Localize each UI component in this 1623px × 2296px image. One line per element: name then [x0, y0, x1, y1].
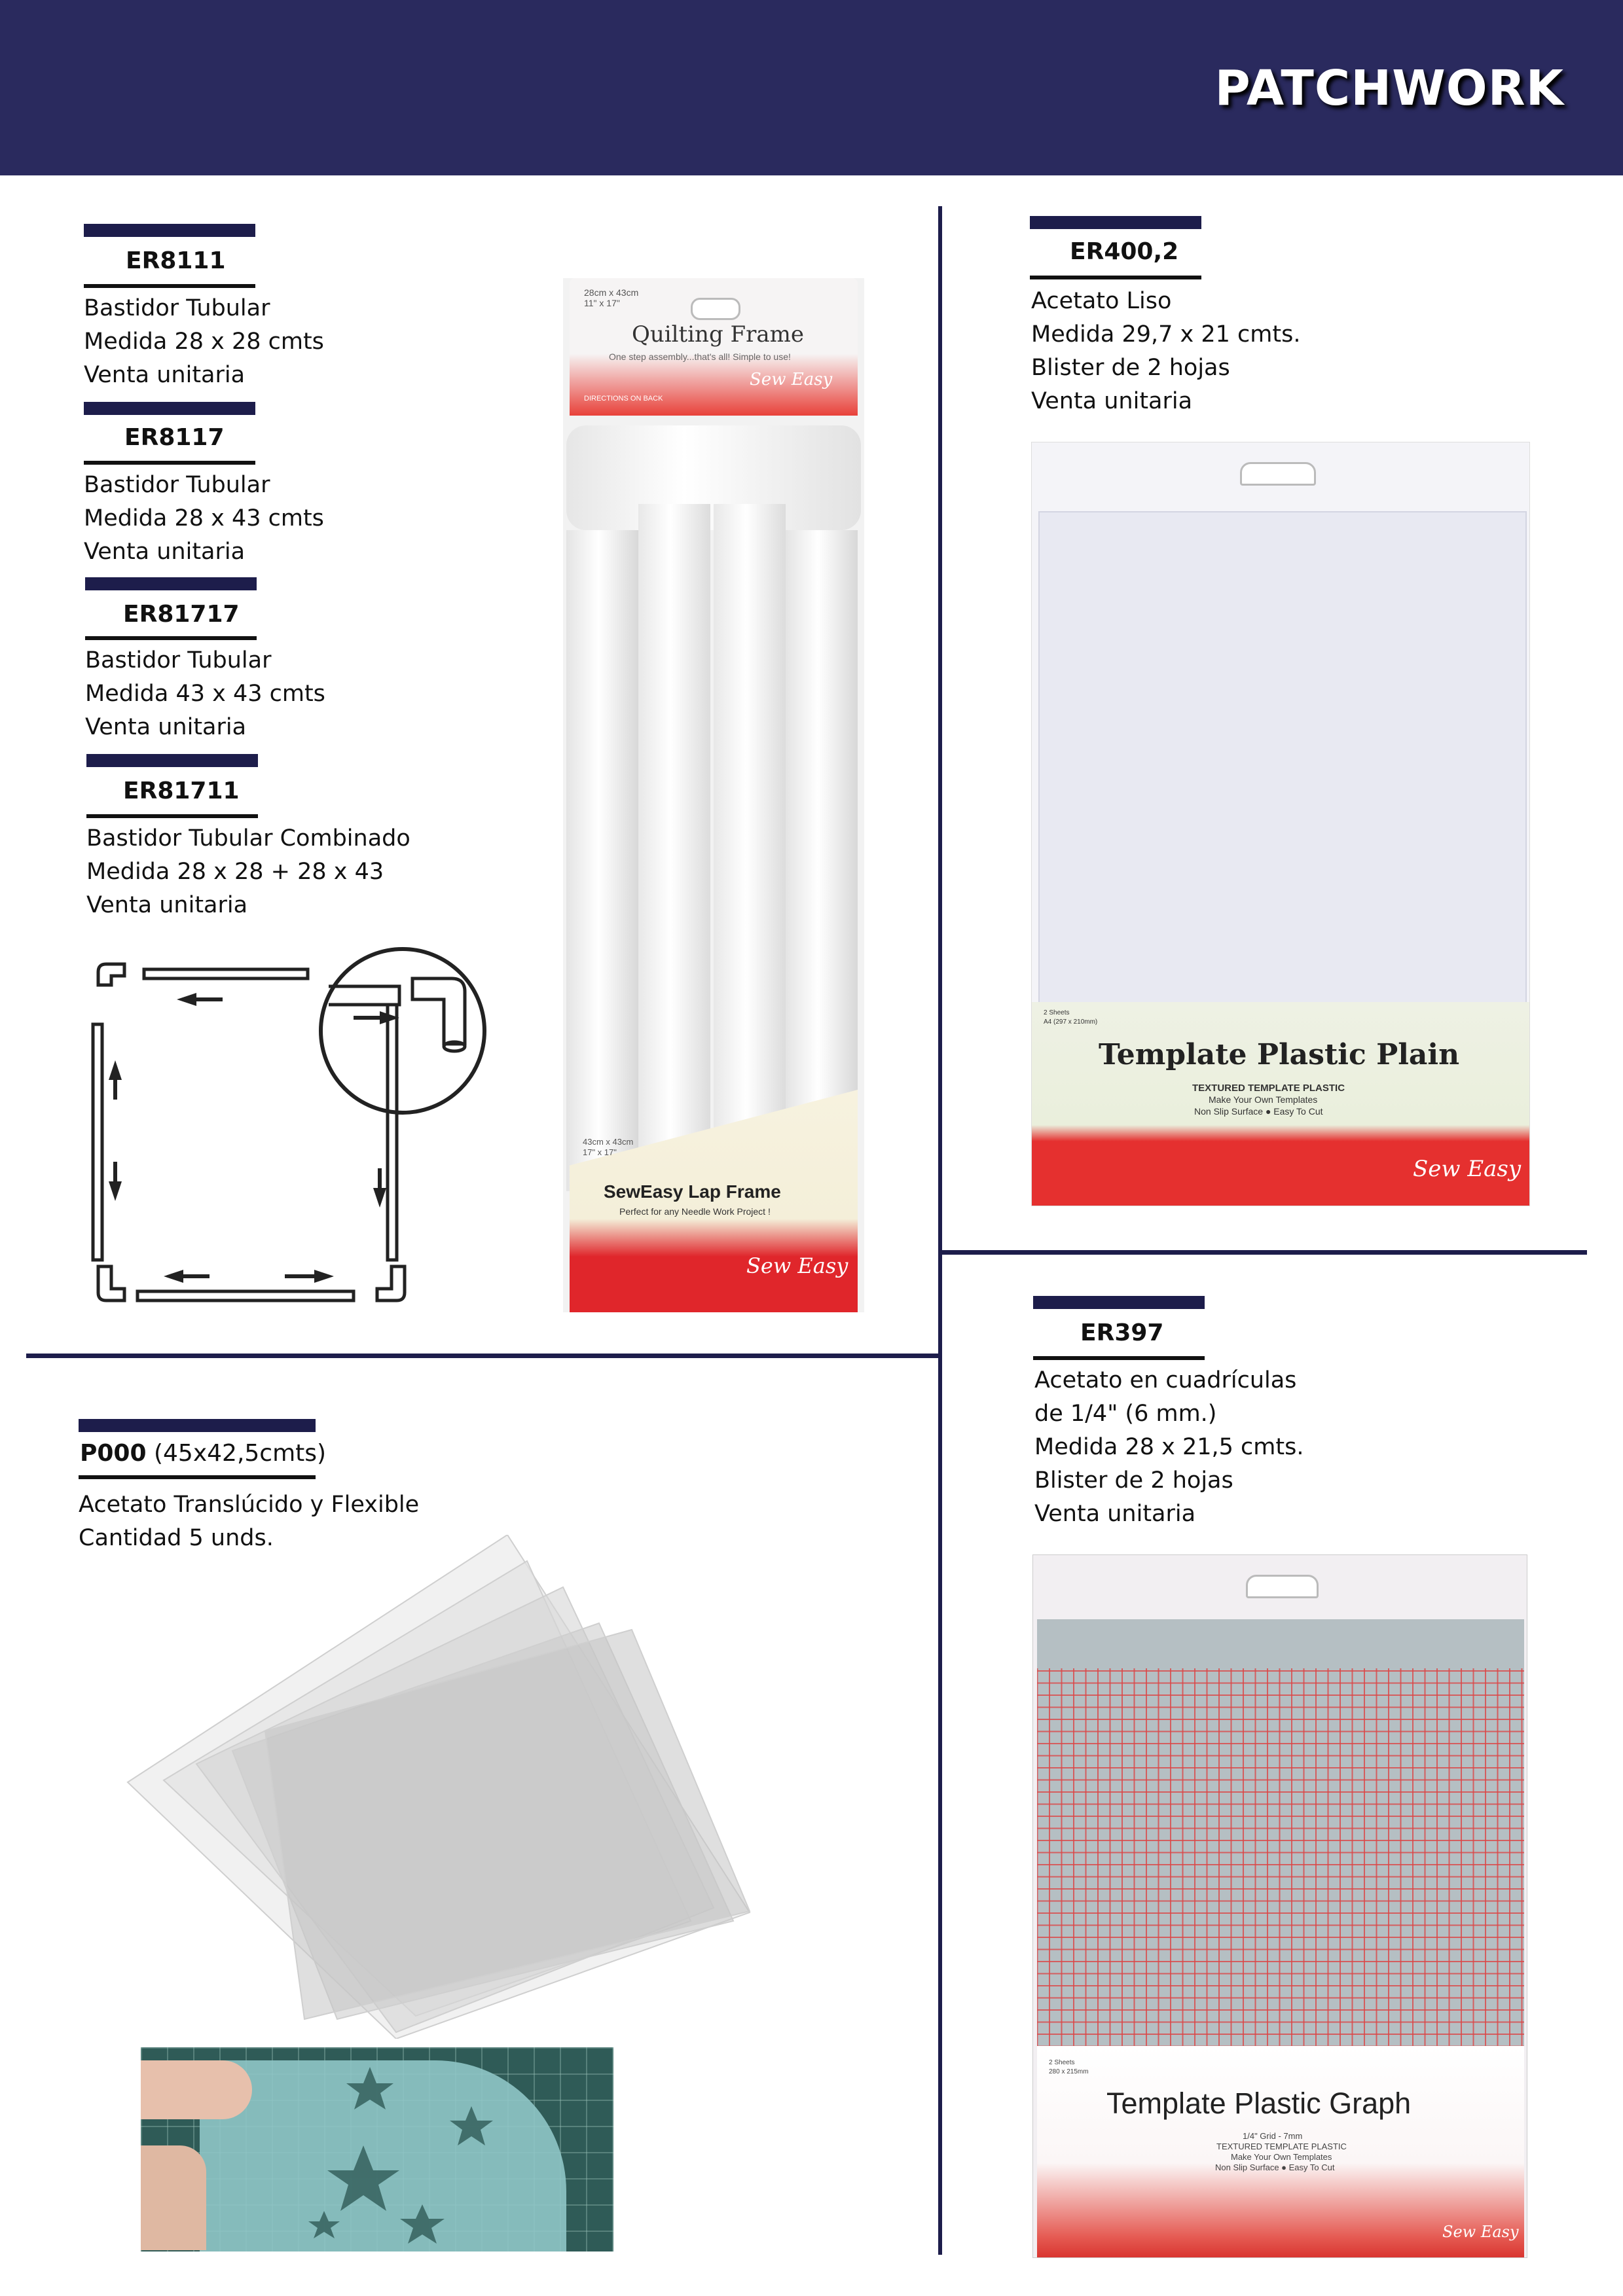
- package-line3: Non Slip Surface ● Easy To Cut: [1215, 2162, 1335, 2172]
- desc-line: Cantidad 5 unds.: [79, 1525, 274, 1551]
- brand-logo: Sew Easy: [746, 1253, 848, 1278]
- product-code-er4002: ER400,2: [1070, 238, 1179, 265]
- translucent-sheets-image: [121, 1535, 763, 2039]
- template-plastic-plain-image: [1031, 442, 1530, 1206]
- desc-line: Venta unitaria: [86, 892, 248, 918]
- code-underline: [84, 284, 255, 288]
- package-directions: DIRECTIONS ON BACK: [584, 395, 663, 403]
- code-underline: [1033, 1356, 1205, 1360]
- desc-line: Bastidor Tubular: [84, 295, 270, 321]
- frame-assembly-diagram: [85, 913, 498, 1316]
- product-desc-er397: [1034, 1364, 1304, 1531]
- product-code-er81717: ER81717: [123, 601, 240, 628]
- product-desc-er81711: [86, 822, 410, 922]
- desc-line: Venta unitaria: [1031, 388, 1193, 414]
- product-code-er8117: ER8117: [124, 424, 225, 451]
- package-size: A4 (297 x 210mm): [1044, 1018, 1098, 1026]
- desc-line: Venta unitaria: [85, 714, 247, 740]
- divider-right-horizontal: [942, 1250, 1587, 1255]
- hang-hole-icon: [1240, 462, 1316, 486]
- product-desc-er4002: [1031, 285, 1300, 418]
- package-subtitle: One step assembly...that's all! Simple to use!: [609, 351, 791, 362]
- desc-line: Venta unitaria: [84, 362, 246, 388]
- quilting-frame-package-image: [563, 278, 864, 1312]
- desc-line: Bastidor Tubular: [84, 472, 270, 498]
- package-bottom-subtitle: Perfect for any Needle Work Project !: [619, 1206, 771, 1217]
- star-cutout-icon: [141, 2047, 613, 2251]
- desc-line: Medida 28 x 43 cmts: [84, 505, 324, 531]
- package-title: Template Plastic Graph: [1106, 2087, 1412, 2120]
- code-underline: [86, 814, 258, 818]
- desc-line: Acetato Liso: [1031, 288, 1172, 314]
- desc-line: Blister de 2 hojas: [1031, 355, 1230, 381]
- code-underline: [79, 1475, 316, 1479]
- code-underline: [1030, 276, 1201, 279]
- desc-line: Acetato en cuadrículas: [1034, 1367, 1297, 1393]
- package-title: Template Plastic Plain: [1099, 1038, 1460, 1071]
- product-size: (45x42,5cmts): [153, 1440, 327, 1467]
- desc-line: Acetato Translúcido y Flexible: [79, 1492, 420, 1518]
- package-line0: 1/4" Grid - 7mm: [1243, 2131, 1303, 2141]
- desc-line: Bastidor Tubular Combinado: [86, 825, 410, 852]
- product-code-p000: [80, 1440, 326, 1467]
- package-line1: TEXTURED TEMPLATE PLASTIC: [1192, 1083, 1345, 1094]
- package-size-bottom-in: 17" x 17": [583, 1147, 617, 1157]
- desc-line: Venta unitaria: [1034, 1501, 1196, 1527]
- desc-line: Blister de 2 hojas: [1034, 1467, 1233, 1494]
- code-bar: [86, 754, 258, 767]
- package-size: 280 x 215mm: [1049, 2068, 1089, 2075]
- code-underline: [85, 636, 257, 640]
- package-title: Quilting Frame: [632, 321, 805, 348]
- package-line1: TEXTURED TEMPLATE PLASTIC: [1216, 2142, 1347, 2151]
- code-bar: [84, 224, 255, 237]
- hang-hole-icon: [691, 298, 740, 320]
- code-bar: [1033, 1296, 1205, 1309]
- brand-logo: Sew Easy: [1442, 2223, 1519, 2241]
- package-bottom-title: SewEasy Lap Frame: [604, 1181, 781, 1202]
- package-line2: Make Your Own Templates: [1209, 1094, 1318, 1105]
- divider-vertical: [938, 206, 942, 2255]
- desc-line: Medida 28 x 21,5 cmts.: [1034, 1434, 1304, 1460]
- package-line2: Make Your Own Templates: [1231, 2152, 1332, 2162]
- code-underline: [84, 461, 255, 465]
- code-bar: [85, 577, 257, 590]
- template-plastic-graph-image: [1032, 1554, 1527, 2258]
- package-sheets: 2 Sheets: [1044, 1009, 1070, 1016]
- divider-left-horizontal: [26, 1354, 942, 1358]
- desc-line: Venta unitaria: [84, 539, 246, 565]
- desc-line: Bastidor Tubular: [85, 647, 272, 673]
- package-size-bottom: 43cm x 43cm: [583, 1137, 634, 1147]
- desc-line: Medida 28 x 28 cmts: [84, 329, 324, 355]
- product-desc-er8117: [84, 469, 324, 569]
- brand-logo: Sew Easy: [1413, 1156, 1522, 1182]
- code-bar: [79, 1419, 316, 1432]
- package-line3: Non Slip Surface ● Easy To Cut: [1194, 1106, 1323, 1117]
- code-bar: [1030, 216, 1201, 229]
- product-code-er8111: ER8111: [126, 247, 226, 274]
- product-code: P000: [80, 1440, 147, 1467]
- product-code-er397: ER397: [1080, 1319, 1164, 1346]
- product-code-er81711: ER81711: [123, 778, 240, 804]
- product-desc-er8111: [84, 292, 324, 392]
- desc-line: de 1/4" (6 mm.): [1034, 1401, 1217, 1427]
- desc-line: Medida 29,7 x 21 cmts.: [1031, 321, 1301, 348]
- hang-hole-icon: [1246, 1575, 1319, 1598]
- package-size-top-in: 11" x 17": [584, 298, 620, 308]
- desc-line: Medida 28 x 28 + 28 x 43: [86, 859, 384, 885]
- product-desc-er81717: [85, 644, 325, 744]
- package-size-top: 28cm x 43cm: [584, 287, 639, 298]
- stencil-photo-image: [141, 2047, 613, 2251]
- package-sheets: 2 Sheets: [1049, 2059, 1075, 2066]
- desc-line: Medida 43 x 43 cmts: [85, 681, 325, 707]
- page-title: PATCHWORK: [1214, 60, 1564, 117]
- brand-logo: Sew Easy: [750, 370, 833, 389]
- code-bar: [84, 402, 255, 415]
